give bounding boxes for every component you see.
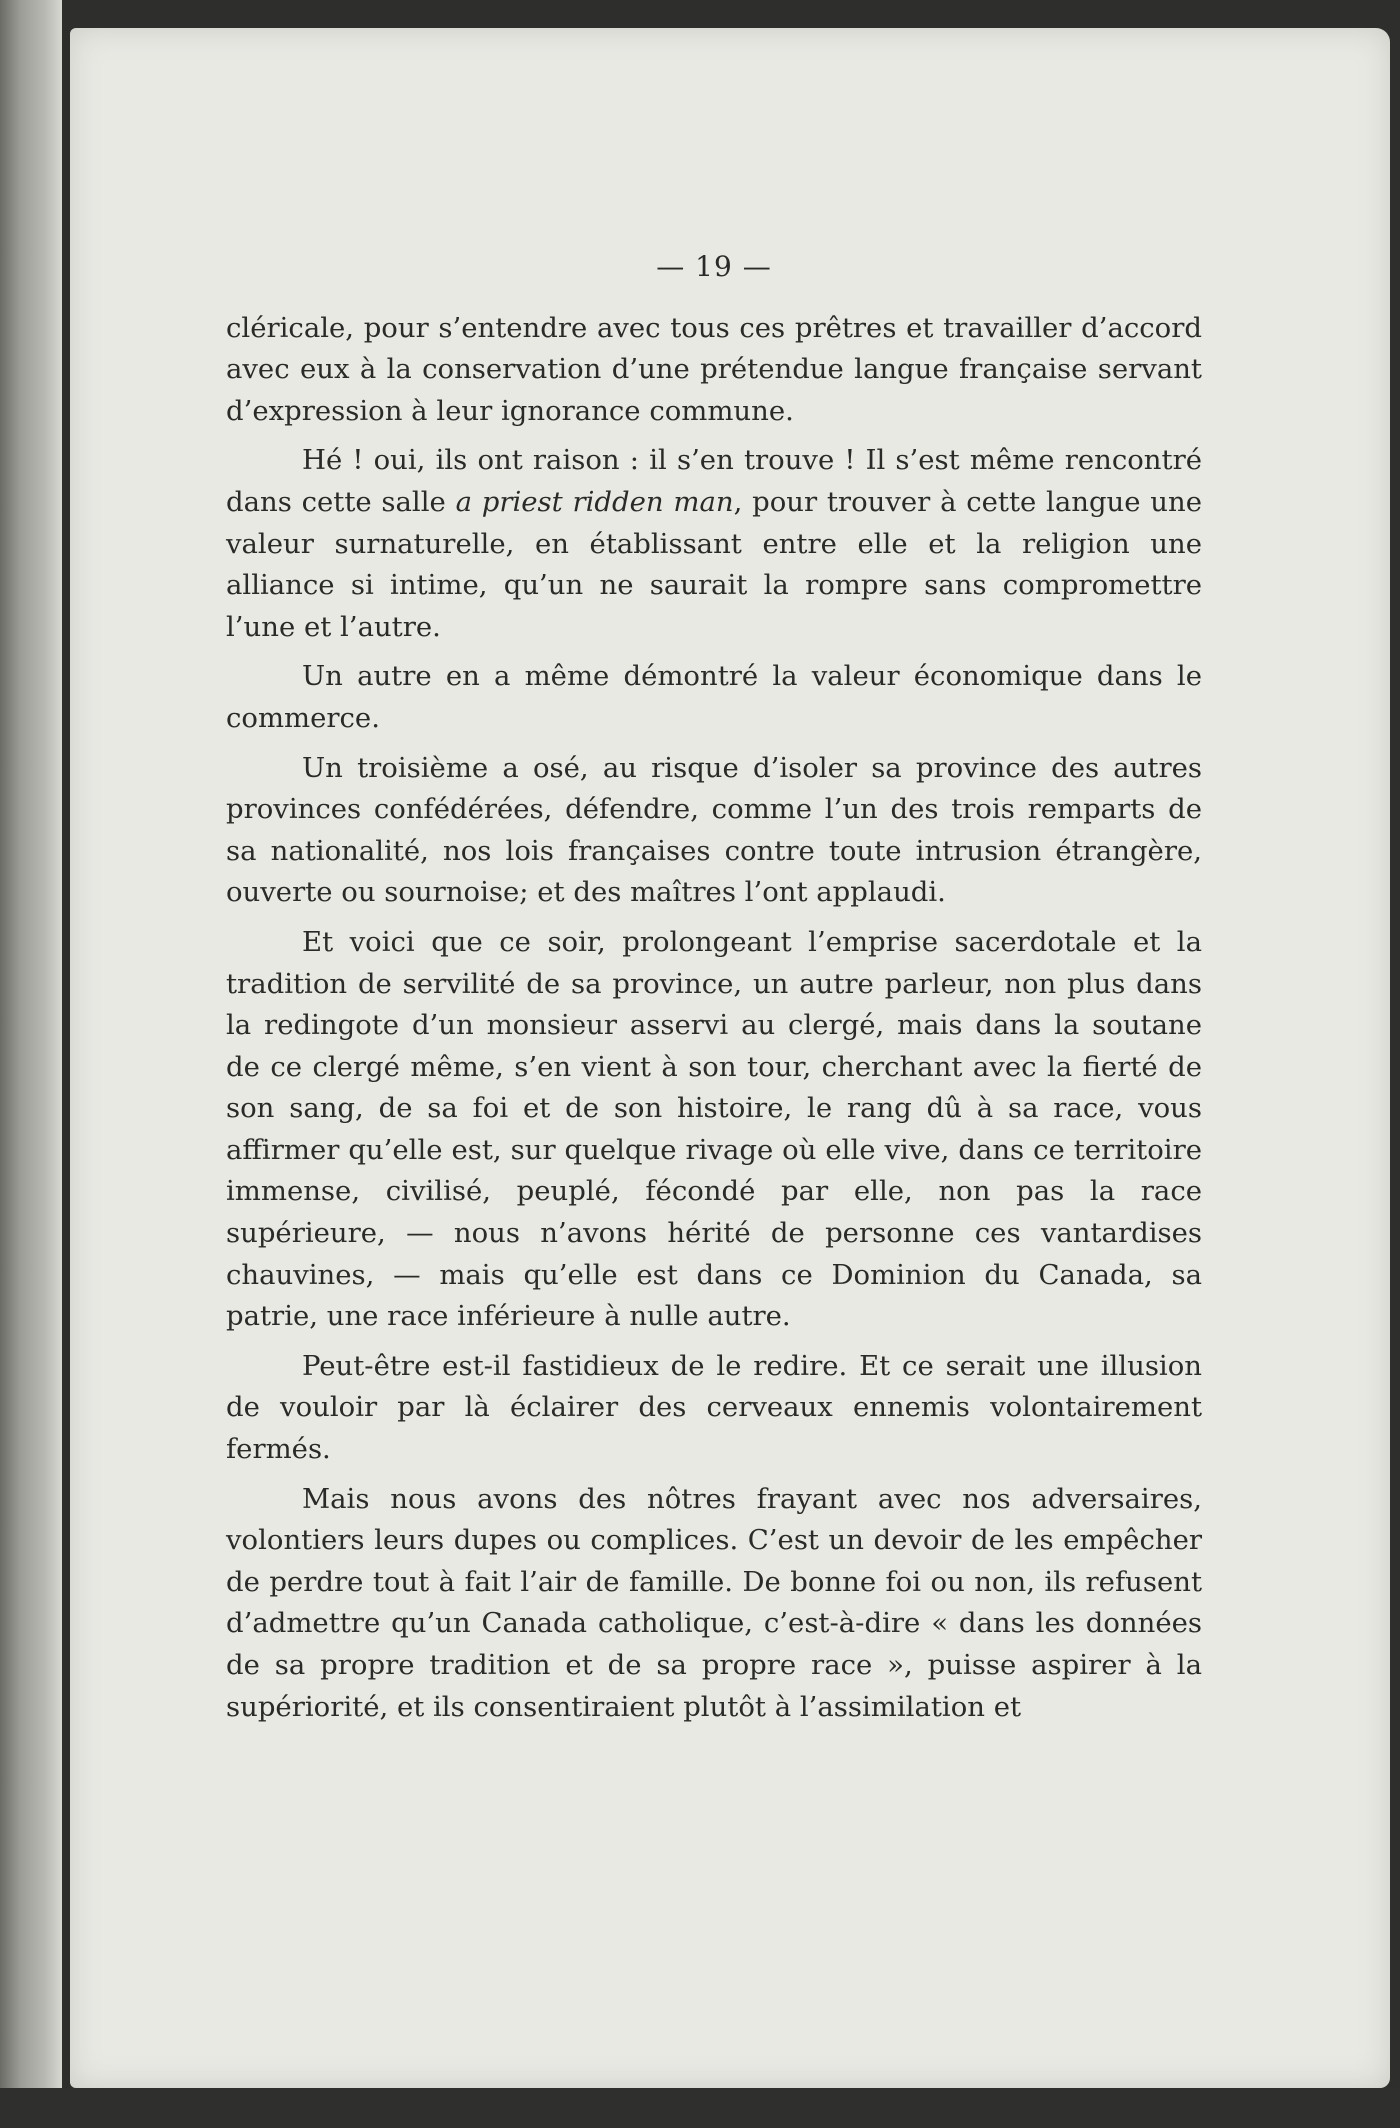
binding-gutter [62,0,70,2128]
paragraph-2-italic-phrase: a priest ridden man [455,485,734,518]
paragraph-7: Mais nous avons des nôtres frayant avec nos adversaires, volontiers leurs dupes ou complices. C’est un devoir de les empêcher de perdre tout à fait l’air de famille. De bonne foi ou non, ils refusent d’admettre qu’un Canada catholique, c’est-à-dire « dans les données de sa propre tradition et de sa propre race », puisse aspirer à la supériorité, et ils consentiraient plutôt à l’assimilation et [226,1482,1202,1723]
paragraph-1: cléricale, pour s’entendre avec tous ces prêtres et travailler d’accord avec eux à la conservation d’une prétendue langue française servant d’expression à leur ignorance commune. [226,311,1202,427]
paragraph-2-text-before: Hé ! oui, ils ont raison : il s’en trouve ! Il s’est même rencontré dans cette salle [226,444,1202,518]
paragraph-2-text-after: , pour trouver à cette langue une valeur surnaturelle, en établissant entre elle et la religion une alliance si intime, qu’un ne saurait la rompre sans compromettre l’une et l’autre. [226,485,1203,643]
page-text-block [226,246,1202,1728]
paragraph-6: Peut-être est-il fastidieux de le redire. Et ce serait une illusion de vouloir par là éclairer des cerveaux ennemis volontairement fermés. [226,1349,1202,1466]
paragraph-5: Et voici que ce soir, prolongeant l’emprise sacerdotale et la tradition de servilité de sa province, un autre parleur, non plus dans la redingote d’un monsieur asservi au clergé, mais dans la soutane de ce clergé même, s’en vient à son tour, cherchant avec la fierté de son sang, de sa foi et de son histoire, le rang dû à sa race, vous affirmer qu’elle est, sur quelque rivage où elle vive, dans ce territoire immense, civilisé, peuplé, fécondé par elle, non pas la race supérieure, — nous n’avons hérité de personne ces vantardises chauvines, — mais qu’elle est dans ce Dominion du Canada, sa patrie, une race inférieure à nulle autre. [226,925,1202,1333]
paragraph-2 [226,440,1202,648]
paragraph-4: Un troisième a osé, au risque d’isoler sa province des autres provinces confédérées, défendre, comme l’un des trois remparts de sa nationalité, nos lois françaises contre toute intrusion étrangère, ouverte ou sournoise; et des maîtres l’ont applaudi. [226,751,1202,909]
page-number: — 19 — [656,250,772,283]
paragraph-3: Un autre en a même démontré la valeur économique dans le commerce. [226,660,1202,734]
scan-bottom-edge [0,2088,1400,2128]
